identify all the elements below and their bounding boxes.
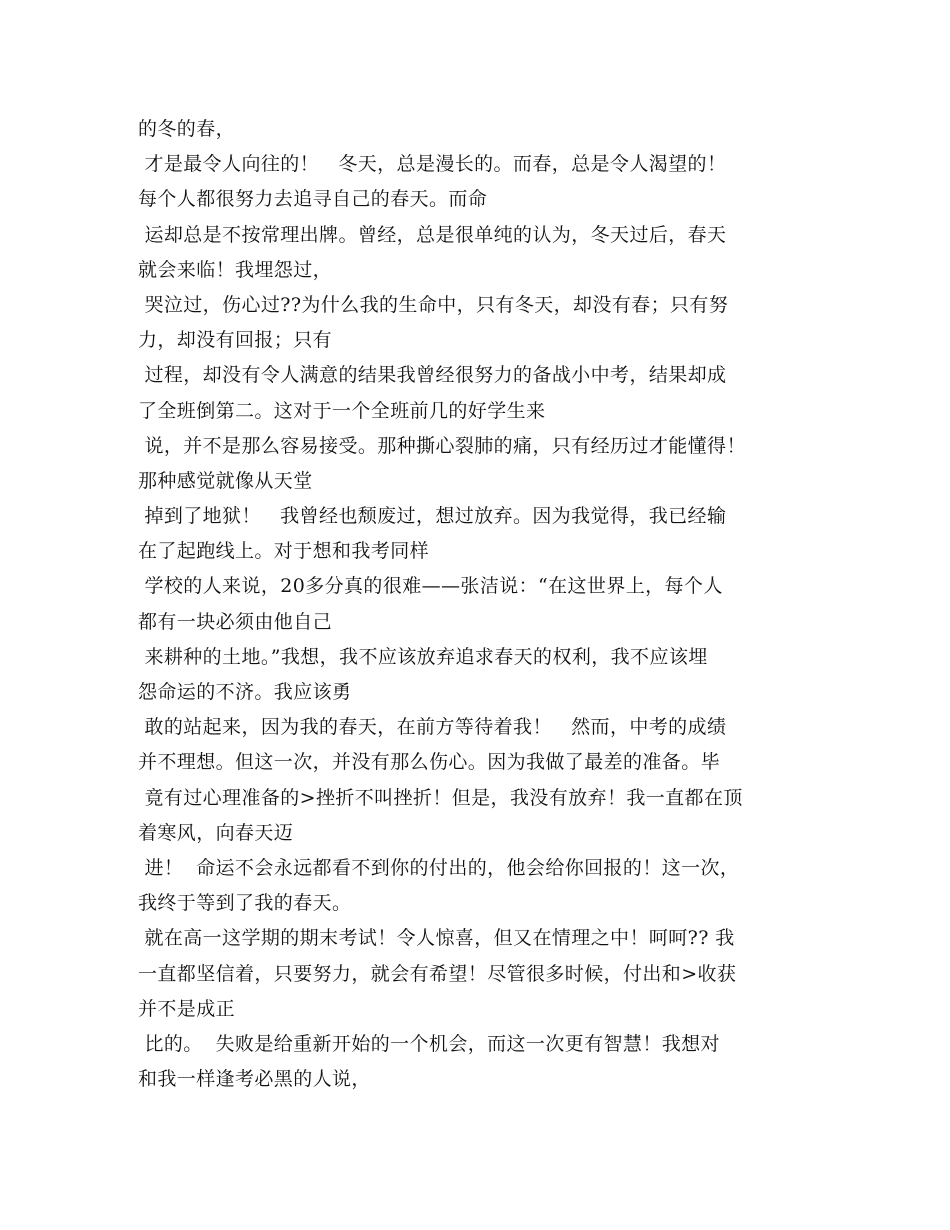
text-line: 和我一样逢考必黑的人说， bbox=[138, 1068, 371, 1091]
text-line: 竟有过心理准备的>挫折不叫挫折！但是，我没有放弃！我一直都在顶 bbox=[138, 786, 743, 809]
text-line: 说，并不是那么容易接受。那种撕心裂肺的痛，只有经历过才能懂得！ bbox=[138, 434, 746, 457]
text-line: 一直都坚信着，只要努力，就会有希望！尽管很多时候，付出和>收获 bbox=[138, 962, 737, 985]
text-line: 比的。 失败是给重新开始的一个机会，而这一次更有智慧！我想对 bbox=[138, 1032, 720, 1055]
text-line: 都有一块必须由他自己 bbox=[138, 610, 333, 633]
text-line: 了全班倒第二。这对于一个全班前几的好学生来 bbox=[138, 399, 546, 422]
text-line: 运却总是不按常理出牌。曾经，总是很单纯的认为，冬天过后，春天 bbox=[138, 223, 727, 246]
text-line: 过程，却没有令人满意的结果我曾经很努力的备战小中考，结果却成 bbox=[138, 364, 727, 387]
essay-text bbox=[138, 112, 838, 1097]
text-line: 每个人都很努力去追寻自己的春天。而命 bbox=[138, 188, 488, 211]
text-line: 掉到了地狱！ 我曾经也颓废过，想过放弃。因为我觉得，我已经输 bbox=[138, 505, 727, 528]
text-line: 我终于等到了我的春天。 bbox=[138, 892, 352, 915]
text-line: 才是最令人向往的！ 冬天，总是漫长的。而春，总是令人渴望的！ bbox=[138, 153, 727, 176]
text-line: 学校的人来说，20多分真的很难——张洁说：“在这世界上，每个人 bbox=[138, 575, 723, 598]
text-line: 来耕种的土地。”我想，我不应该放弃追求春天的权利，我不应该埋 bbox=[138, 645, 708, 668]
text-line: 就在高一这学期的期末考试！令人惊喜，但又在情理之中！呵呵?? 我 bbox=[138, 927, 735, 950]
text-line: 着寒风，向春天迈 bbox=[138, 821, 294, 844]
text-line: 敢的站起来，因为我的春天，在前方等待着我！ 然而，中考的成绩 bbox=[138, 716, 727, 739]
text-line: 哭泣过，伤心过??为什么我的生命中，只有冬天，却没有春；只有努 bbox=[138, 293, 729, 316]
text-line: 的冬的春， bbox=[138, 118, 236, 140]
text-line: 进！ 命运不会永远都看不到你的付出的，他会给你回报的！这一次， bbox=[138, 856, 740, 879]
text-line: 那种感觉就像从天堂 bbox=[138, 469, 313, 492]
text-line: 就会来临！我埋怨过， bbox=[138, 258, 333, 281]
text-line: 在了起跑线上。对于想和我考同样 bbox=[138, 540, 430, 563]
text-line: 力，却没有回报；只有 bbox=[138, 329, 333, 352]
text-line: 并不是成正 bbox=[138, 997, 236, 1020]
text-line: 怨命运的不济。我应该勇 bbox=[138, 681, 352, 703]
text-line: 并不理想。但这一次，并没有那么伤心。因为我做了最差的准备。毕 bbox=[138, 751, 721, 774]
